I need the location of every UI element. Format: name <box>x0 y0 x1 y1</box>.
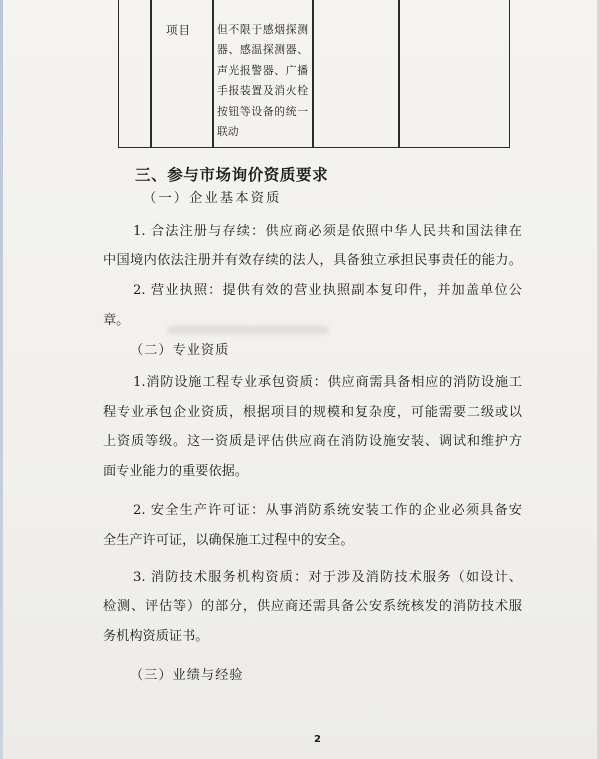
table-column-divider <box>398 0 400 147</box>
description-line: 器、感温探测器、 <box>217 43 308 57</box>
subsection-title-professional: （二）专业资质 <box>130 343 230 358</box>
paragraph-line: 上资质等级。这一资质是评估供应商在消防设施安装、调试和维护方 <box>103 434 522 449</box>
paragraph-line: 检测、评估等）的部分，供应商还需具备公安系统核发的消防技术服 <box>103 599 522 614</box>
paragraph-line: 1. 合法注册与存续：供应商必须是依照中华人民共和国法律在 <box>133 224 522 239</box>
paragraph-line: 全生产许可证，以确保施工过程中的安全。 <box>103 533 354 548</box>
subsection-title-performance: （三）业绩与经验 <box>130 668 244 683</box>
paragraph-line: 面专业能力的重要依据。 <box>103 464 249 479</box>
description-line: 手报装置及消火栓 <box>217 84 308 98</box>
scan-edge-left <box>0 0 3 759</box>
table-column-divider <box>150 0 152 147</box>
table-cell-item-label: 项目 <box>166 23 191 37</box>
section-heading: 三、参与市场询价资质要求 <box>135 165 329 184</box>
page-number: 2 <box>314 734 321 745</box>
table-column-divider <box>312 0 314 147</box>
description-line: 按钮等设备的统一 <box>217 104 308 118</box>
subsection-title-basic: （一）企业基本资质 <box>143 191 282 206</box>
paragraph-line: 程专业承包企业资质，根据项目的规模和复杂度，可能需要二级或以 <box>103 405 522 420</box>
paragraph-line: 2. 安全生产许可证：从事消防系统安装工作的企业必须具备安 <box>133 503 522 518</box>
paragraph-line: 章。 <box>103 313 130 328</box>
table-cell-description <box>217 22 308 144</box>
bleed-through-smudge <box>168 326 328 334</box>
paragraph-line: 2. 营业执照：提供有效的营业执照副本复印件，并加盖单位公 <box>133 283 522 298</box>
paragraph-line: 务机构资质证书。 <box>103 629 209 644</box>
description-line: 联动 <box>217 124 239 138</box>
table-column-divider <box>212 0 214 147</box>
description-line: 但不限于感烟探测 <box>217 23 308 36</box>
paragraph-line: 3. 消防技术服务机构资质：对于涉及消防技术服务（如设计、 <box>133 570 522 585</box>
paragraph-line: 1.消防设施工程专业承包资质：供应商需具备相应的消防设施工 <box>133 375 522 390</box>
requirements-table-fragment <box>118 0 510 148</box>
description-line: 声光报警器、广播 <box>217 63 308 77</box>
paragraph-line: 中国境内依法注册并有效存续的法人，具备独立承担民事责任的能力。 <box>103 253 522 268</box>
